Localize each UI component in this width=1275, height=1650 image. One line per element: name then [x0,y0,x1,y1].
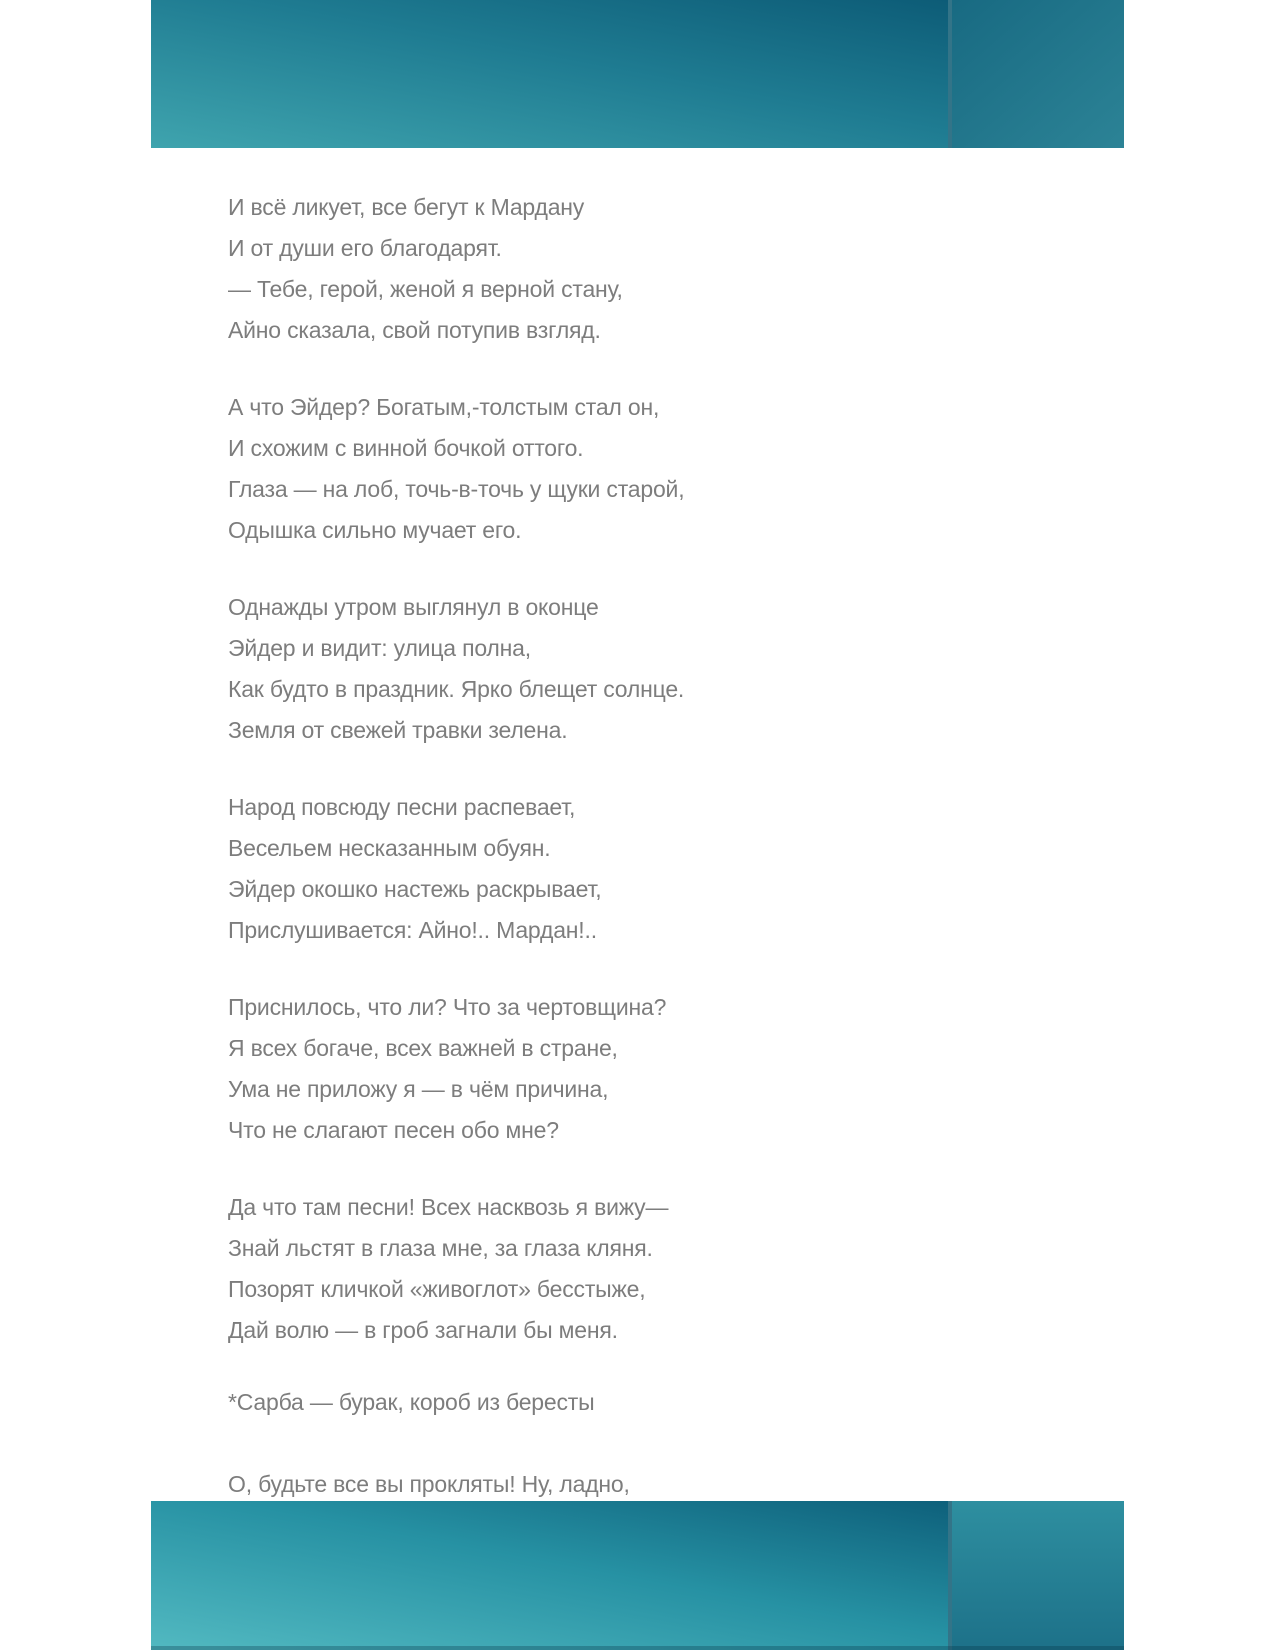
poem-line: И схожим с винной бочкой оттого. [228,435,584,461]
footer-band-image [151,1501,1124,1650]
footer-gradient-right-panel [952,1501,1124,1650]
header-band-seam [948,0,952,148]
poem-line: Эйдер и видит: улица полна, [228,635,531,661]
poem-line: Позорят кличкой «живоглот» бесстыже, [228,1276,646,1302]
poem-footnote: *Сарба — бурак, короб из бересты [228,1389,595,1415]
header-gradient-left-panel [151,0,948,148]
poem-line: А что Эйдер? Богатым,-толстым стал он, [228,394,660,420]
poem-line: Дай волю — в гроб загнали бы меня. [228,1317,618,1343]
poem-line: Что не слагают песен обо мне? [228,1117,559,1143]
poem-line: Земля от свежей травки зелена. [228,717,568,743]
poem-line: Эйдер окошко настежь раскрывает, [228,876,602,902]
poem-line: — Тебе, герой, женой я верной стану, [228,276,623,302]
header-gradient-right-panel [952,0,1124,148]
poem-line: Прислушивается: Айно!.. Мардан!.. [228,917,597,943]
poem-line: И от души его благодарят. [228,235,502,261]
poem-line: Айно сказала, свой потупив взгляд. [228,317,601,343]
footer-band-bottom-edge [151,1646,1124,1650]
poem-line: И всё ликует, все бегут к Мардану [228,194,585,220]
footer-band-seam [948,1501,952,1650]
poem-line: Приснилось, что ли? Что за чертовщина? [228,994,667,1020]
poem-line: Весельем несказанным обуян. [228,835,551,861]
poem-line: Однажды утром выглянул в оконце [228,594,599,620]
header-band-image [151,0,1124,148]
poem-line: Да что там песни! Всех насквозь я вижу— [228,1194,669,1220]
poem-line: Ума не приложу я — в чём причина, [228,1076,609,1102]
footer-gradient-left-panel [151,1501,948,1650]
poem-line: Как будто в праздник. Ярко блещет солнце. [228,676,685,702]
poem-line: Народ повсюду песни распевает, [228,794,576,820]
poem-line: Знай льстят в глаза мне, за глаза кляня. [228,1235,653,1261]
poem-line: Я всех богаче, всех важней в стране, [228,1035,618,1061]
poem-text-block [228,151,1068,1505]
poem-line: Одышка сильно мучает его. [228,517,522,543]
poem-closing-line: О, будьте все вы прокляты! Ну, ладно, [228,1471,630,1497]
poem-line: Глаза — на лоб, точь-в-точь у щуки старой, [228,476,685,502]
